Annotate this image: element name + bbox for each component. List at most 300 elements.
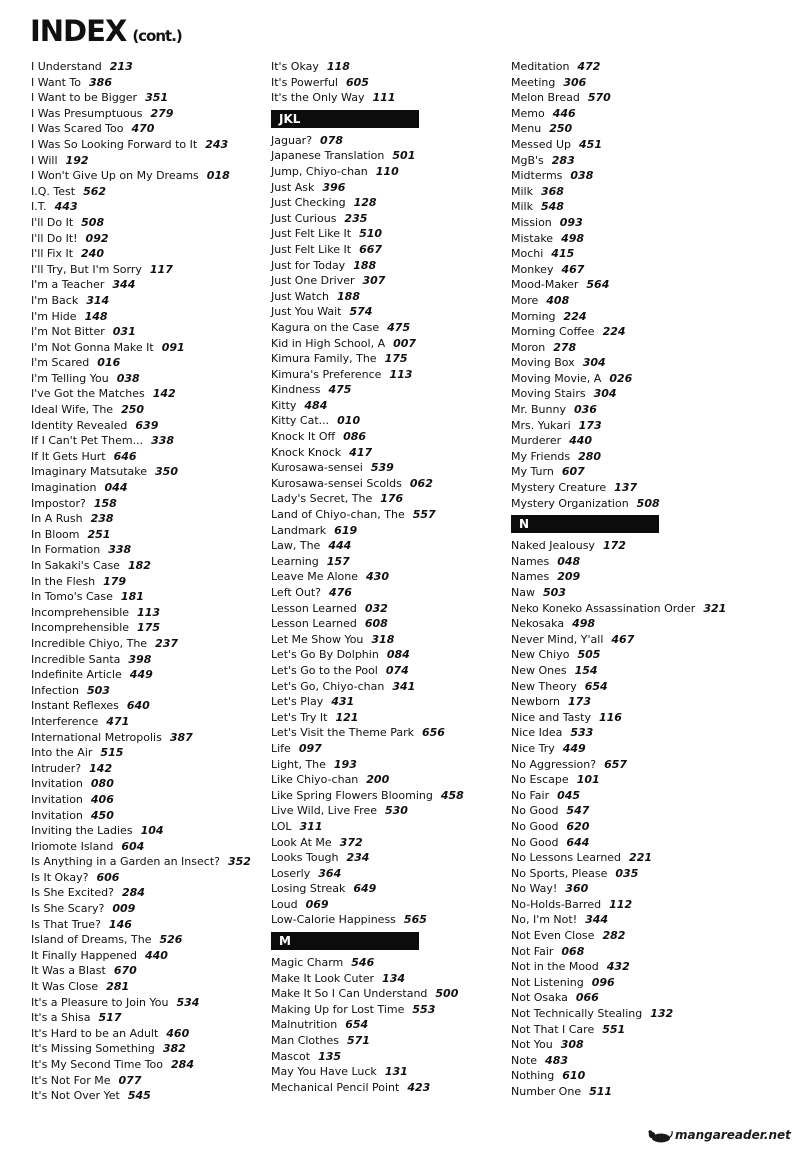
entry-title: In the Flesh [31, 574, 96, 588]
entry-page-number: 117 [149, 262, 173, 276]
entry-page-number: 092 [85, 231, 109, 245]
entry-page-number: 131 [384, 1065, 408, 1079]
index-entry [271, 507, 503, 523]
index-entry [511, 554, 751, 570]
index-entry [31, 1041, 263, 1057]
index-entry [271, 164, 503, 180]
entry-page-number: 032 [364, 601, 388, 615]
index-entry [511, 679, 751, 695]
entry-title: Incredible Santa [31, 652, 121, 666]
index-entry [271, 1002, 503, 1018]
entry-page-number: 279 [150, 106, 174, 120]
entry-title: Into the Air [31, 746, 93, 760]
index-entry [511, 944, 751, 960]
index-entry [31, 527, 263, 543]
entry-title: Morning [511, 309, 556, 323]
index-entry [271, 258, 503, 274]
index-entry [511, 819, 751, 835]
index-entry [511, 496, 751, 512]
entry-title: Loserly [271, 866, 311, 880]
entry-title: Lesson Learned [271, 601, 357, 615]
entry-title: Kitty Cat... [271, 414, 330, 428]
entry-page-number: 415 [551, 247, 575, 261]
entry-page-number: 038 [570, 169, 594, 183]
entry-page-number: 341 [392, 679, 416, 693]
entry-page-number: 036 [573, 403, 597, 417]
entry-title: Midterms [511, 169, 563, 183]
entry-title: Landmark [271, 523, 327, 537]
index-entry [271, 75, 503, 91]
index-entry [31, 184, 263, 200]
entry-page-number: 657 [604, 757, 628, 771]
entry-title: It's My Second Time Too [31, 1058, 164, 1071]
entry-page-number: 431 [331, 695, 355, 709]
entry-title: No Good [511, 804, 559, 818]
index-entry [511, 262, 751, 278]
index-entry [31, 340, 263, 356]
entry-title: I Want To [31, 75, 82, 89]
entry-title: Kimura's Preference [271, 367, 382, 381]
entry-page-number: 351 [145, 91, 169, 105]
index-entry [31, 418, 263, 434]
index-entry [511, 897, 751, 913]
index-entry [271, 757, 503, 773]
entry-page-number: 209 [557, 570, 581, 584]
entry-title: If I Can't Pet Them... [31, 434, 144, 448]
entry-title: No Good [511, 835, 559, 849]
entry-title: I Understand [31, 60, 102, 73]
entry-page-number: 188 [353, 258, 377, 272]
index-entry [511, 757, 751, 773]
entry-page-number: 192 [65, 153, 89, 167]
index-entry [31, 75, 263, 91]
entry-page-number: 654 [584, 679, 608, 693]
entry-title: Ideal Wife, The [31, 403, 114, 417]
index-entry [271, 710, 503, 726]
entry-page-number: 467 [611, 632, 635, 646]
entry-page-number: 158 [93, 496, 117, 510]
entry-page-number: 387 [169, 730, 193, 744]
entry-title: Leave Me Alone [271, 570, 359, 584]
entry-page-number: 104 [140, 824, 164, 838]
entry-page-number: 026 [609, 371, 633, 385]
index-entry [271, 211, 503, 227]
entry-title: I'm a Teacher [31, 278, 105, 292]
index-entry [31, 1026, 263, 1042]
entry-title: Monkey [511, 262, 554, 276]
entry-page-number: 237 [155, 636, 179, 650]
entry-title: May You Have Luck [271, 1065, 377, 1079]
index-entry [511, 866, 751, 882]
entry-title: Invitation [31, 792, 83, 806]
entry-page-number: 068 [561, 944, 585, 958]
entry-title: Land of Chiyo-chan, The [271, 508, 405, 522]
index-entry [271, 632, 503, 648]
index-entry [271, 866, 503, 882]
index-entry [31, 324, 263, 340]
index-entry [31, 885, 263, 901]
index-entry [271, 226, 503, 242]
entry-title: Incomprehensible [31, 605, 130, 619]
entry-title: Law, The [271, 539, 321, 553]
entry-title: Like Chiyo-chan [271, 773, 359, 787]
index-entry [31, 231, 263, 247]
entry-page-number: 470 [131, 122, 155, 136]
entry-page-number: 449 [129, 668, 153, 682]
entry-title: Note [511, 1053, 538, 1067]
index-entry [271, 538, 503, 554]
index-entry [271, 955, 503, 971]
entry-page-number: 344 [585, 913, 609, 927]
index-entry [511, 616, 751, 632]
entry-title: Knock Knock [271, 445, 342, 459]
entry-page-number: 460 [166, 1026, 190, 1040]
entry-title: Not in the Mood [511, 960, 599, 974]
index-entry [271, 679, 503, 695]
entry-page-number: 467 [561, 262, 585, 276]
entry-title: Just You Wait [271, 305, 342, 319]
entry-page-number: 644 [566, 835, 590, 849]
entry-title: Let Me Show You [271, 632, 364, 646]
index-entry [511, 647, 751, 663]
index-entry [511, 75, 751, 91]
index-entry [511, 153, 751, 169]
entry-page-number: 175 [384, 352, 408, 366]
index-entry [511, 59, 751, 75]
entry-page-number: 121 [335, 710, 359, 724]
entry-title: Iriomote Island [31, 839, 114, 853]
entry-title: Naw [511, 586, 535, 599]
entry-title: I'll Try, But I'm Sorry [31, 262, 142, 276]
entry-page-number: 118 [326, 60, 350, 73]
entry-title: Nice Idea [511, 726, 563, 740]
index-entry [31, 1010, 263, 1026]
entry-title: New Chiyo [511, 648, 570, 662]
entry-title: I'll Do It! [31, 231, 78, 245]
entry-title: It's Hard to be an Adult [31, 1026, 159, 1040]
entry-title: My Turn [511, 465, 554, 479]
entry-page-number: 240 [81, 247, 104, 261]
entry-page-number: 281 [106, 980, 130, 994]
index-entry [31, 776, 263, 792]
entry-title: It Was a Blast [31, 964, 106, 978]
index-entry [31, 480, 263, 496]
index-entry [271, 195, 503, 211]
entry-title: Look At Me [271, 835, 332, 849]
entry-title: Kid in High School, A [271, 336, 386, 350]
entry-title: Is She Scary? [31, 902, 105, 916]
entry-page-number: 142 [89, 761, 113, 775]
index-entry [31, 402, 263, 418]
entry-title: Make It So I Can Understand [271, 987, 428, 1001]
entry-page-number: 382 [162, 1042, 186, 1056]
entry-title: Learning [271, 554, 319, 568]
entry-page-number: 545 [127, 1089, 151, 1103]
index-entry [511, 1084, 751, 1100]
entry-page-number: 450 [90, 808, 114, 822]
entry-title: Light, The [271, 757, 326, 771]
entry-page-number: 484 [304, 398, 328, 412]
entry-page-number: 639 [135, 418, 159, 432]
index-entry [31, 698, 263, 714]
index-entry [271, 476, 503, 492]
title-sub: (cont.) [132, 27, 182, 45]
entry-title: In Formation [31, 543, 101, 557]
entry-page-number: 148 [84, 309, 108, 323]
index-entry [271, 460, 503, 476]
entry-page-number: 062 [409, 476, 433, 490]
entry-title: New Ones [511, 663, 567, 677]
entry-title: Low-Calorie Happiness [271, 913, 396, 927]
entry-page-number: 157 [326, 554, 350, 568]
entry-title: Meeting [511, 75, 556, 89]
entry-title: Not Listening [511, 975, 584, 989]
entry-page-number: 406 [90, 792, 114, 806]
entry-title: Just Curious [271, 211, 337, 225]
entry-title: It's the Only Way [271, 91, 365, 105]
entry-title: Just One Driver [271, 274, 355, 288]
entry-page-number: 564 [586, 278, 610, 292]
entry-title: No-Holds-Barred [511, 897, 602, 911]
entry-title: Intruder? [31, 761, 82, 775]
entry-page-number: 364 [318, 866, 342, 880]
index-entry [31, 605, 263, 621]
entry-page-number: 472 [577, 60, 601, 73]
entry-page-number: 430 [366, 570, 389, 584]
entry-page-number: 234 [346, 851, 370, 865]
entry-page-number: 224 [563, 309, 587, 323]
index-entry [511, 632, 751, 648]
entry-title: Naked Jealousy [511, 539, 595, 553]
entry-title: It's Not For Me [31, 1073, 111, 1087]
entry-title: Nice Try [511, 741, 555, 755]
index-entry [31, 246, 263, 262]
entry-title: I.T. [31, 200, 47, 214]
index-entry [511, 1037, 751, 1053]
entry-title: Just Felt Like It [271, 242, 352, 256]
entry-page-number: 508 [81, 215, 105, 229]
entry-title: Let's Go to the Pool [271, 663, 378, 677]
entry-title: Not That I Care [511, 1022, 595, 1036]
entry-title: I'll Do It [31, 215, 74, 229]
entry-page-number: 091 [161, 340, 185, 354]
entry-page-number: 503 [86, 683, 110, 697]
index-entry [31, 683, 263, 699]
index-entry [511, 601, 751, 617]
entry-page-number: 372 [339, 835, 363, 849]
index-entry [511, 90, 751, 106]
entry-title: Malnutrition [271, 1018, 338, 1032]
entry-page-number: 440 [144, 948, 168, 962]
entry-page-number: 048 [557, 554, 581, 568]
entry-page-number: 221 [629, 851, 653, 865]
index-entry [271, 273, 503, 289]
index-entry [271, 554, 503, 570]
entry-title: It's a Shisa [31, 1011, 91, 1025]
index-entry [271, 647, 503, 663]
entry-page-number: 278 [553, 340, 577, 354]
index-entry [511, 340, 751, 356]
entry-page-number: 610 [562, 1069, 586, 1083]
entry-title: Instant Reflexes [31, 699, 119, 713]
entry-title: LOL [271, 819, 292, 833]
entry-page-number: 069 [305, 897, 329, 911]
entry-page-number: 116 [598, 710, 622, 724]
entry-title: Invitation [31, 808, 83, 822]
entry-title: Memo [511, 106, 545, 120]
entry-page-number: 446 [552, 106, 576, 120]
entry-page-number: 604 [121, 839, 145, 853]
entry-title: Jaguar? [271, 133, 313, 147]
entry-title: Moving Movie, A [511, 371, 602, 385]
entry-page-number: 352 [227, 855, 251, 869]
index-entry [511, 386, 751, 402]
index-entry [31, 854, 263, 870]
index-entry [271, 133, 503, 149]
entry-page-number: 080 [90, 777, 114, 791]
index-entry [511, 850, 751, 866]
index-entry [31, 137, 263, 153]
index-entry [31, 620, 263, 636]
entry-title: I've Got the Matches [31, 387, 145, 401]
entry-title: Mechanical Pencil Point [271, 1080, 400, 1094]
entry-title: No Fair [511, 788, 550, 802]
entry-title: I Was So Looking Forward to It [31, 137, 198, 151]
index-entry [511, 928, 751, 944]
index-entry [511, 277, 751, 293]
entry-page-number: 321 [703, 601, 727, 615]
entry-title: I Was Scared Too [31, 122, 124, 136]
index-entry [271, 971, 503, 987]
index-entry [511, 184, 751, 200]
entry-title: Let's Play [271, 695, 324, 709]
index-entry [511, 975, 751, 991]
entry-title: Nice and Tasty [511, 710, 591, 724]
watermark-text: mangareader.net [675, 1128, 791, 1142]
entry-page-number: 193 [333, 757, 357, 771]
index-entry [271, 881, 503, 897]
entry-page-number: 498 [561, 231, 585, 245]
entry-page-number: 280 [578, 449, 602, 463]
entry-page-number: 368 [540, 184, 564, 198]
index-entry [271, 912, 503, 928]
entry-title: My Friends [511, 449, 571, 463]
index-entry [511, 803, 751, 819]
index-entry [31, 433, 263, 449]
entry-title: Inviting the Ladies [31, 824, 133, 838]
index-entry [31, 761, 263, 777]
entry-page-number: 314 [86, 293, 110, 307]
index-entry [31, 558, 263, 574]
entry-title: Menu [511, 122, 542, 136]
index-entry [31, 542, 263, 558]
entry-page-number: 505 [577, 648, 601, 662]
entry-page-number: 113 [389, 367, 413, 381]
entry-page-number: 137 [614, 481, 638, 495]
entry-page-number: 670 [113, 964, 137, 978]
entry-page-number: 284 [171, 1058, 194, 1071]
entry-title: No Escape [511, 773, 569, 787]
index-entry [31, 636, 263, 652]
entry-title: No Lessons Learned [511, 851, 622, 865]
page-title [30, 14, 182, 48]
entry-page-number: 440 [569, 434, 593, 448]
entry-page-number: 607 [561, 465, 585, 479]
entry-page-number: 101 [576, 773, 600, 787]
entry-page-number: 408 [546, 293, 570, 307]
index-entry [31, 449, 263, 465]
entry-title: Mistake [511, 231, 554, 245]
entry-title: Not Technically Stealing [511, 1007, 643, 1021]
index-entry [31, 870, 263, 886]
index-entry [511, 371, 751, 387]
index-column-1 [31, 59, 263, 1104]
entry-page-number: 483 [545, 1053, 569, 1067]
entry-title: In A Rush [31, 512, 83, 526]
entry-page-number: 548 [540, 200, 564, 214]
index-entry [511, 293, 751, 309]
index-entry [271, 413, 503, 429]
entry-page-number: 539 [370, 461, 394, 475]
entry-page-number: 018 [206, 169, 230, 183]
entry-page-number: 213 [109, 60, 133, 73]
entry-title: Moron [511, 340, 546, 354]
entry-page-number: 443 [54, 200, 78, 214]
index-entry [511, 710, 751, 726]
entry-title: No, I'm Not! [511, 913, 578, 927]
entry-page-number: 093 [559, 215, 583, 229]
entry-title: Milk [511, 200, 533, 214]
index-entry [271, 835, 503, 851]
entry-title: Losing Streak [271, 882, 346, 896]
entry-title: Life [271, 741, 291, 755]
entry-page-number: 557 [412, 508, 436, 522]
entry-page-number: 154 [574, 663, 598, 677]
entry-title: Let's Visit the Theme Park [271, 726, 414, 740]
entry-page-number: 251 [87, 527, 111, 541]
entry-title: Looks Tough [271, 851, 339, 865]
index-entry [511, 418, 751, 434]
entry-title: Kindness [271, 383, 321, 397]
entry-page-number: 311 [299, 819, 323, 833]
entry-title: Let's Try It [271, 710, 328, 724]
entry-page-number: 142 [152, 387, 176, 401]
index-entry [511, 959, 751, 975]
entry-page-number: 010 [337, 414, 361, 428]
entry-title: Lesson Learned [271, 617, 357, 631]
entry-title: Just Checking [271, 196, 346, 210]
index-entry [271, 59, 503, 75]
entry-page-number: 078 [320, 133, 344, 147]
entry-page-number: 475 [387, 320, 411, 334]
index-entry [511, 1053, 751, 1069]
index-entry [31, 948, 263, 964]
entry-title: I'm Back [31, 293, 79, 307]
index-entry [31, 262, 263, 278]
index-entry [271, 367, 503, 383]
entry-title: International Metropolis [31, 730, 162, 744]
entry-title: Morning Coffee [511, 325, 595, 339]
index-entry [31, 652, 263, 668]
entry-title: Lady's Secret, The [271, 492, 373, 506]
entry-title: I Want to be Bigger [31, 91, 138, 105]
entry-page-number: 386 [89, 75, 112, 89]
entry-title: Just Felt Like It [271, 227, 352, 241]
entry-page-number: 238 [90, 512, 114, 526]
index-entry [271, 180, 503, 196]
entry-page-number: 508 [636, 496, 660, 510]
index-entry [31, 59, 263, 75]
